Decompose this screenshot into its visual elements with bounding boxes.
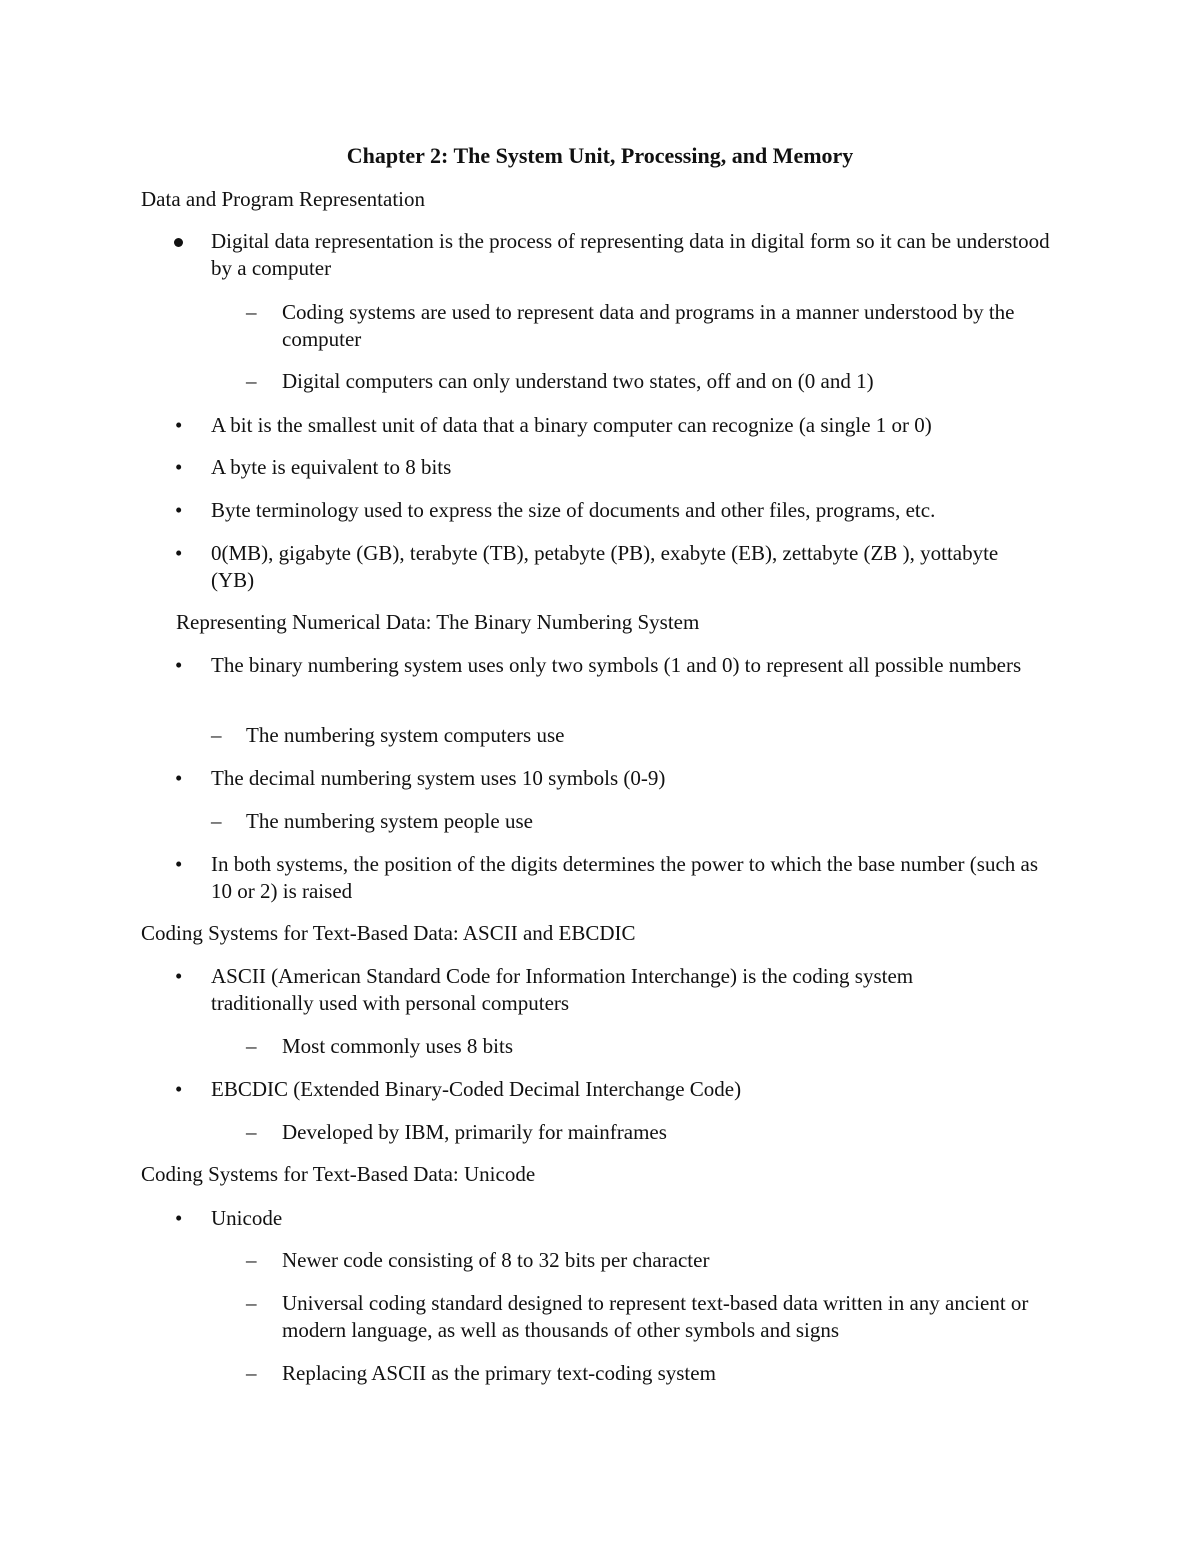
- dash-marker: –: [246, 369, 257, 393]
- section-heading: Coding Systems for Text-Based Data: ASCII and EBCDIC: [141, 921, 636, 945]
- list-item-text: Developed by IBM, primarily for mainframes: [282, 1120, 667, 1144]
- list-item-text: Newer code consisting of 8 to 32 bits per character: [282, 1248, 710, 1272]
- dash-marker: –: [246, 1291, 257, 1315]
- list-item-text: Universal coding standard designed to represent text-based data written in any ancient or modern language, as well as thousands of other symbols and signs: [282, 1291, 1029, 1342]
- bullet-marker: •: [175, 1206, 183, 1230]
- list-item-text: A byte is equivalent to 8 bits: [211, 455, 452, 479]
- list-item-text: Digital data representation is the process of representing data in digital form so it can be understood by a computer: [211, 229, 1050, 280]
- list-item-text: Replacing ASCII as the primary text-coding system: [282, 1361, 716, 1385]
- bullet-marker: •: [175, 413, 183, 437]
- list-item-text: The binary numbering system uses only two symbols (1 and 0) to represent all possible numbers: [211, 653, 1022, 677]
- bullet-marker: •: [175, 964, 183, 988]
- section-heading: Coding Systems for Text-Based Data: Unicode: [141, 1162, 536, 1186]
- list-item-text: Byte terminology used to express the size of documents and other files, programs, etc.: [211, 498, 936, 522]
- bullet-marker: •: [175, 766, 183, 790]
- dash-marker: –: [246, 1120, 257, 1144]
- dash-marker: –: [246, 1034, 257, 1058]
- list-item-text: Digital computers can only understand two states, off and on (0 and 1): [282, 369, 874, 393]
- bullet-marker: •: [175, 498, 183, 522]
- list-item-text: Coding systems are used to represent data and programs in a manner understood by the computer: [282, 300, 1015, 351]
- bullet-marker: •: [175, 1077, 183, 1101]
- bullet-marker: •: [175, 653, 183, 677]
- list-item-text: The decimal numbering system uses 10 symbols (0-9): [211, 766, 666, 790]
- list-item-text: A bit is the smallest unit of data that a binary computer can recognize (a single 1 or 0): [211, 413, 932, 437]
- bullet-marker: •: [175, 455, 183, 479]
- list-item-text: The numbering system computers use: [246, 723, 565, 747]
- bullet-marker: •: [175, 852, 183, 876]
- page-title: Chapter 2: The System Unit, Processing, and Memory: [346, 143, 854, 168]
- list-item-text: In both systems, the position of the digits determines the power to which the base number (such as 10 or 2) is raised: [211, 852, 1039, 903]
- list-item-text: Most commonly uses 8 bits: [282, 1034, 514, 1058]
- list-item-text: EBCDIC (Extended Binary-Coded Decimal Interchange Code): [211, 1077, 742, 1101]
- dash-marker: –: [211, 723, 222, 747]
- section-heading: Representing Numerical Data: The Binary Numbering System: [176, 610, 700, 634]
- bullet-icon: [174, 238, 183, 247]
- bullet-marker: •: [175, 541, 183, 565]
- list-item-text: Unicode: [211, 1206, 283, 1230]
- dash-marker: –: [246, 1361, 257, 1385]
- dash-marker: –: [246, 300, 257, 324]
- dash-marker: –: [246, 1248, 257, 1272]
- section-heading: Data and Program Representation: [141, 187, 425, 211]
- list-item-text: ASCII (American Standard Code for Information Interchange) is the coding system traditionally used with personal computers: [211, 964, 914, 1015]
- dash-marker: –: [211, 809, 222, 833]
- list-item-text: 0(MB), gigabyte (GB), terabyte (TB), petabyte (PB), exabyte (EB), zettabyte (ZB ), yottabyte (YB): [211, 541, 999, 592]
- list-item-text: The numbering system people use: [246, 809, 533, 833]
